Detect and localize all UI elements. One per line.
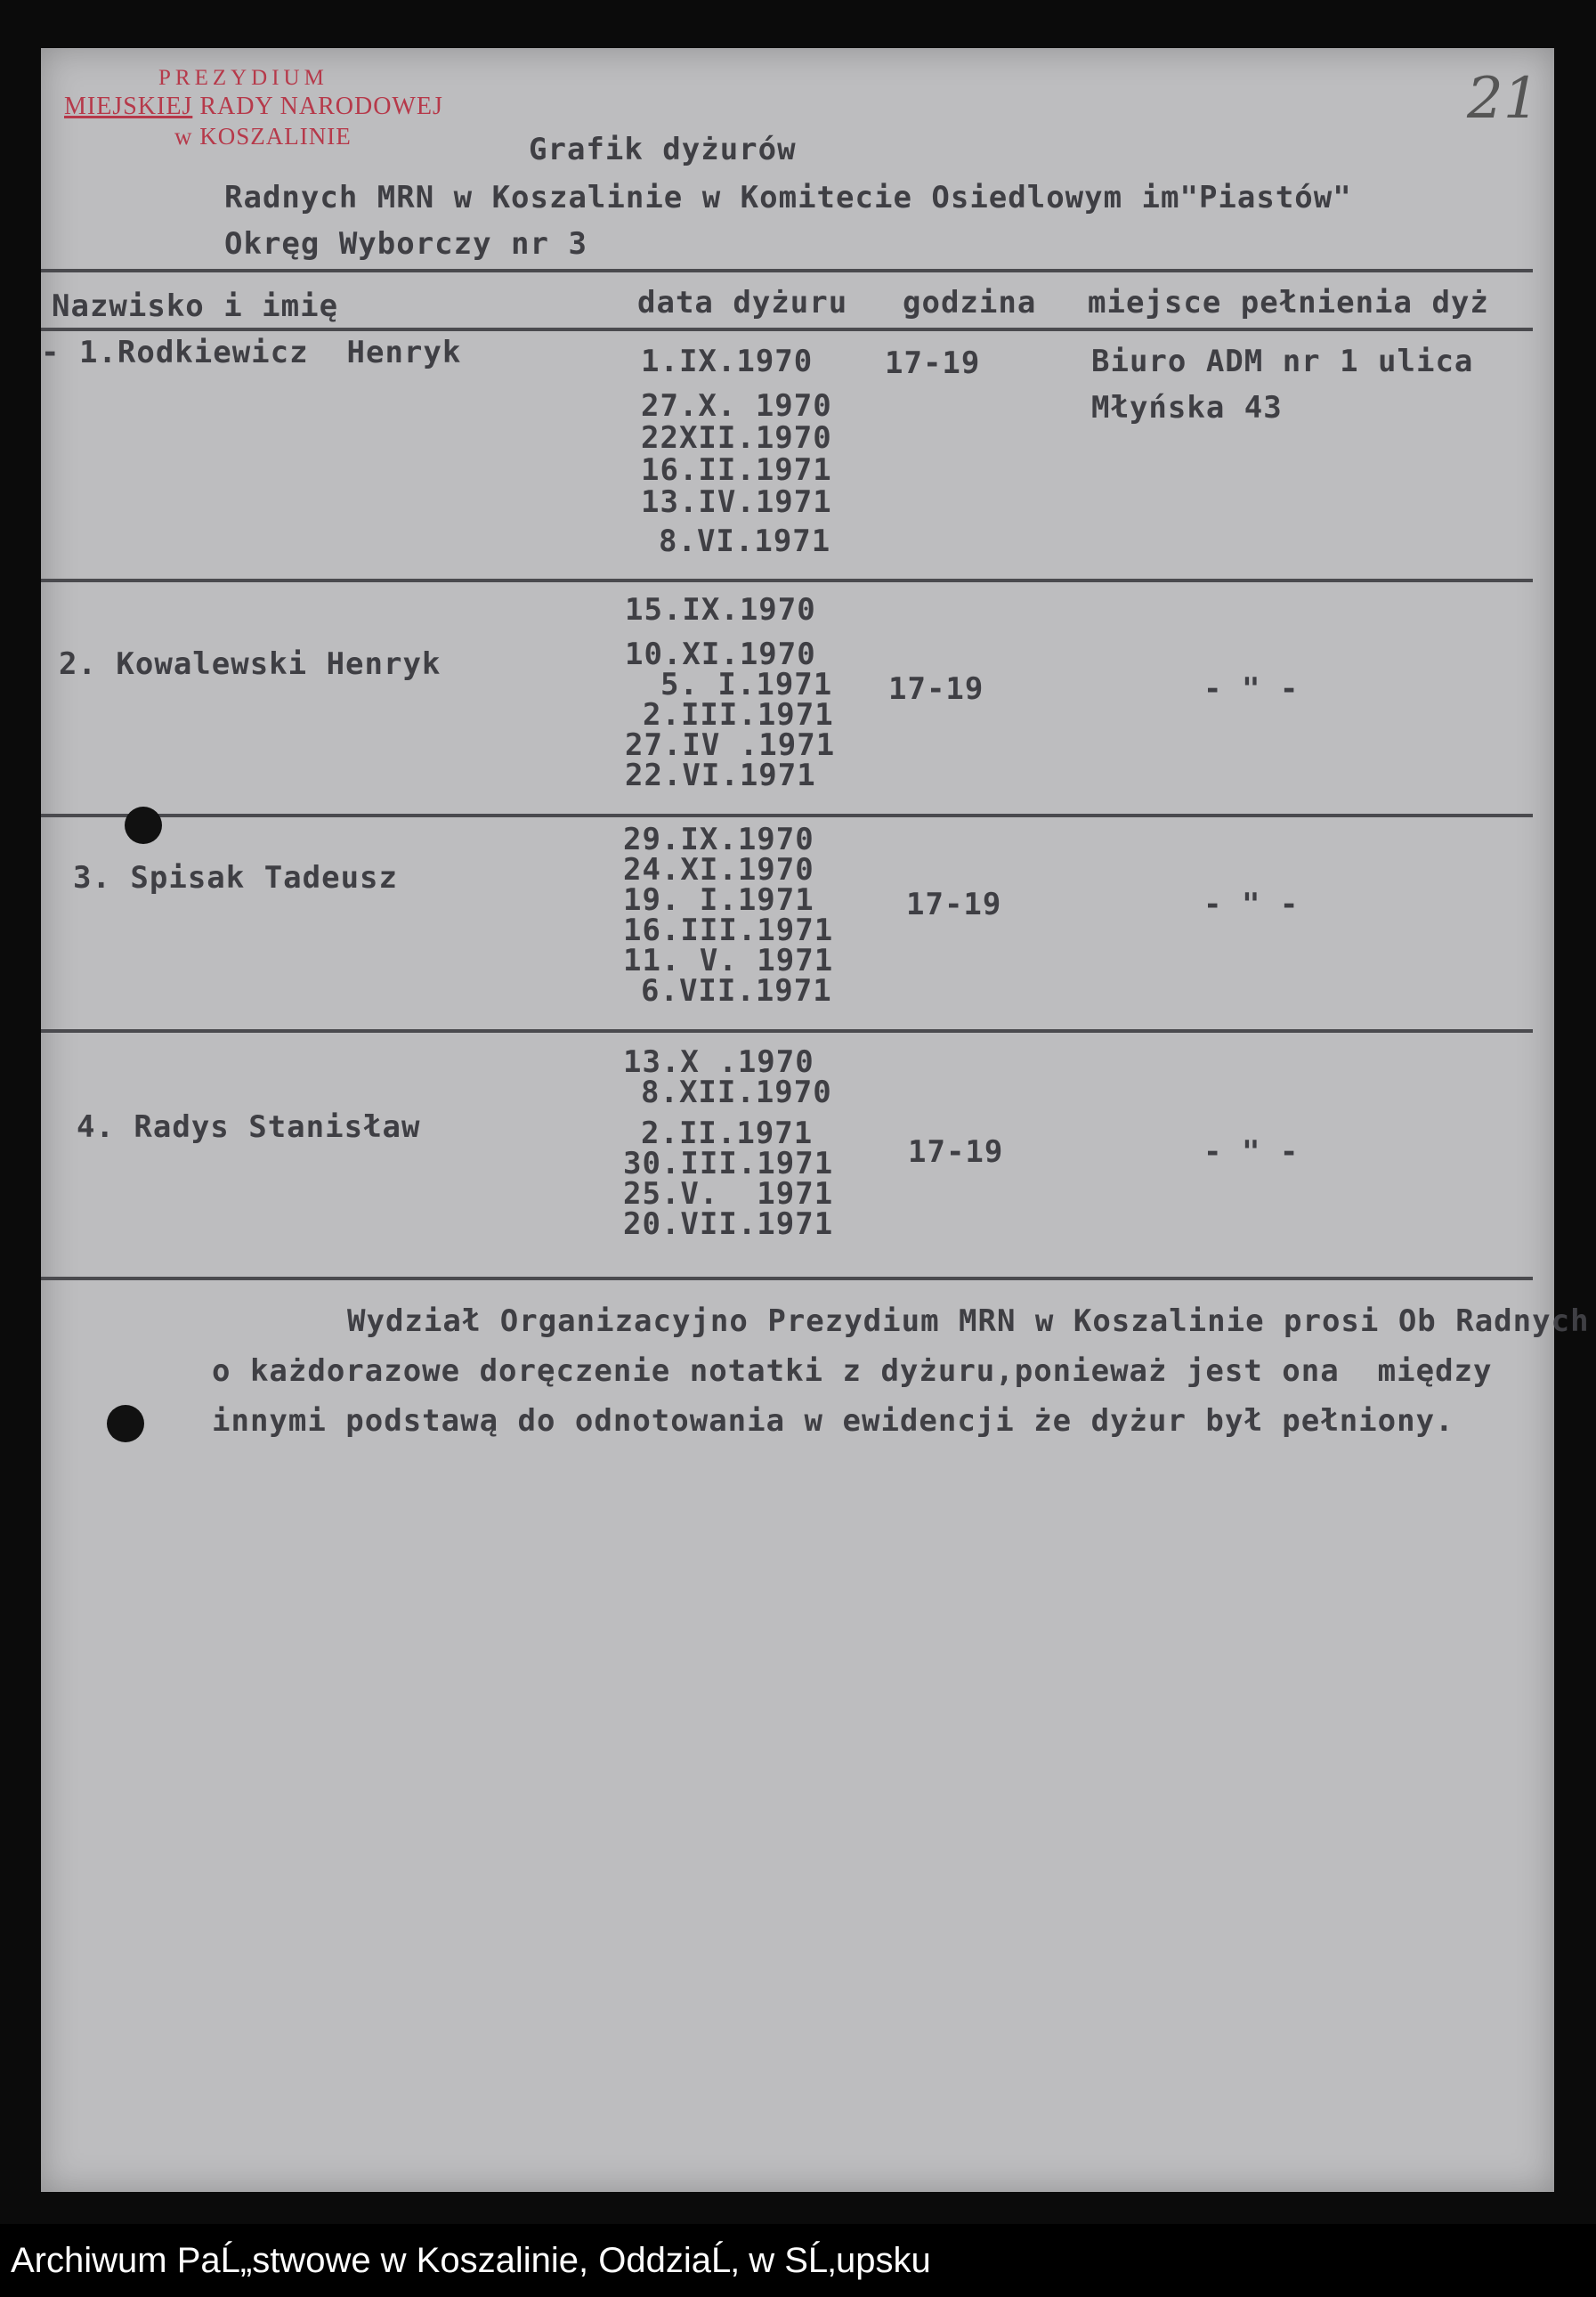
stamp-line-3: w KOSZALINIE <box>174 123 352 150</box>
row-2-place: - " - <box>1203 671 1300 707</box>
note-line-2: o każdorazowe doręczenie notatki z dyżuru,ponieważ jest ona między <box>212 1353 1493 1389</box>
note-line-1: Wydział Organizacyjno Prezydium MRN w Koszalinie prosi Ob Radnych <box>347 1303 1590 1339</box>
row-4-date-5: 25.V. 1971 <box>623 1176 834 1212</box>
row-1-dates <box>641 345 832 557</box>
row-1-date-4: 16.II.1971 <box>641 452 832 488</box>
punch-hole-upper <box>125 807 162 844</box>
row-4-date-6: 20.VII.1971 <box>623 1206 834 1242</box>
row-2-date-2: 10.XI.1970 <box>625 637 816 672</box>
row-1-place-line-1: Biuro ADM nr 1 ulica <box>1091 344 1474 379</box>
row-rule-3 <box>41 1029 1533 1033</box>
row-4-date-1: 13.X .1970 <box>623 1044 814 1080</box>
header-rule-bottom <box>41 328 1533 331</box>
row-1-date-5: 13.IV.1971 <box>641 484 832 520</box>
row-2-date-6: 22.VI.1971 <box>625 758 816 793</box>
row-2-date-5: 27.IV .1971 <box>625 727 836 763</box>
row-3-date-3: 19. I.1971 <box>623 882 814 918</box>
document-page <box>41 48 1590 2192</box>
page-number: 21 <box>1467 66 1540 132</box>
punch-hole-lower <box>107 1405 144 1442</box>
archive-footer: Archiwum PaĹ„stwowe w Koszalinie, OddziaĹ‚ w SĹ‚upsku <box>0 2224 1596 2297</box>
row-4-date-3: 2.II.1971 <box>641 1116 814 1151</box>
stamp-line-2: MIEJSKIEJ RADY NARODOWEJ <box>64 93 443 120</box>
row-rule-4 <box>41 1277 1533 1280</box>
row-3-dates <box>623 822 834 1009</box>
row-rule-1 <box>41 579 1533 582</box>
row-1-place-line-2: Młyńska 43 <box>1091 390 1283 426</box>
row-1-date-2: 27.X. 1970 <box>641 388 832 424</box>
title-line-2: Radnych MRN w Koszalinie w Komitecie Osiedlowym im"Piastów" <box>224 180 1352 215</box>
row-4-dates <box>623 1044 834 1242</box>
header-hour: godzina <box>903 285 1037 321</box>
row-4-hours: 17-19 <box>908 1134 1004 1170</box>
row-1-date-1: 1.IX.1970 <box>641 344 814 379</box>
row-2-name: 2. Kowalewski Henryk <box>59 646 442 682</box>
row-4-date-2: 8.XII.1970 <box>641 1075 832 1110</box>
title-line-1: Grafik dyżurów <box>529 132 797 167</box>
row-2-dates <box>625 592 836 793</box>
row-2-date-4: 2.III.1971 <box>643 697 834 733</box>
row-3-date-5: 11. V. 1971 <box>623 943 834 978</box>
row-2-date-3: 5. I.1971 <box>660 667 833 702</box>
row-3-date-2: 24.XI.1970 <box>623 852 814 888</box>
header-place: miejsce pełnienia dyż <box>1088 285 1489 321</box>
row-3-date-6: 6.VII.1971 <box>641 973 832 1009</box>
row-2-date-1: 15.IX.1970 <box>625 592 816 628</box>
row-1-hours: 17-19 <box>885 345 981 381</box>
row-3-name: 3. Spisak Tadeusz <box>73 860 398 896</box>
row-4-name: 4. Radys Stanisław <box>77 1109 421 1145</box>
row-rule-2 <box>41 814 1533 817</box>
header-name: Nazwisko i imię <box>52 288 339 324</box>
row-3-date-1: 29.IX.1970 <box>623 822 814 857</box>
stamp-line-1: PREZYDIUM <box>158 66 328 90</box>
row-1-date-6: 8.VI.1971 <box>659 524 831 559</box>
note-line-3: innymi podstawą do odnotowania w ewidencji że dyżur był pełniony. <box>212 1403 1454 1439</box>
row-2-hours: 17-19 <box>888 671 984 707</box>
header-date: data dyżuru <box>637 285 848 321</box>
row-4-date-4: 30.III.1971 <box>623 1146 834 1181</box>
row-4-place: - " - <box>1203 1134 1300 1170</box>
row-3-place: - " - <box>1203 887 1300 922</box>
header-rule-top <box>41 269 1533 272</box>
title-line-3: Okręg Wyborczy nr 3 <box>224 226 587 262</box>
row-1-date-3: 22XII.1970 <box>641 420 832 456</box>
row-1-name: - 1.Rodkiewicz Henryk <box>41 335 462 370</box>
row-3-date-4: 16.III.1971 <box>623 913 834 948</box>
row-3-hours: 17-19 <box>906 887 1002 922</box>
